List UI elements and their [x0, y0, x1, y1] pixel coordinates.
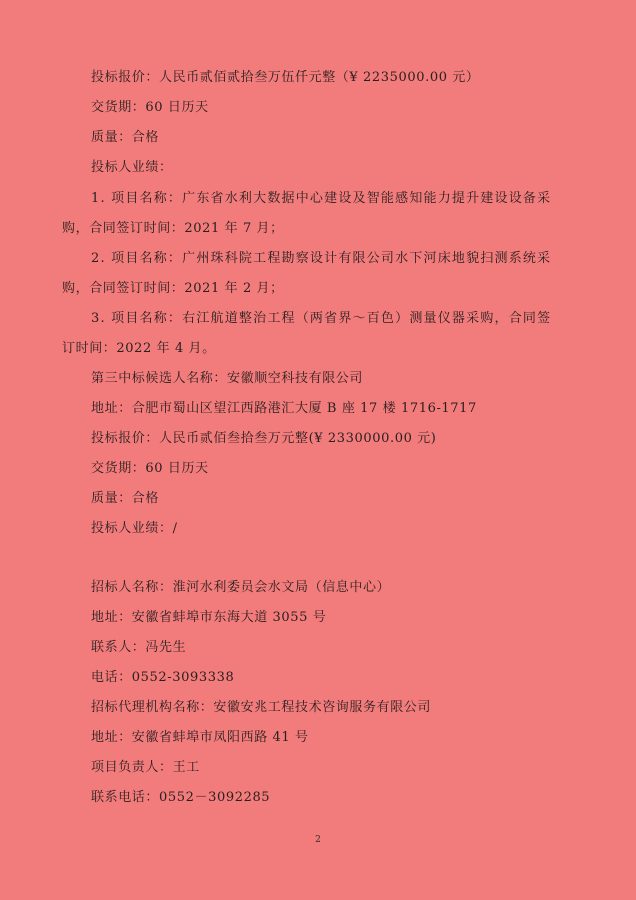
delivery-period-2: 交货期：60 日历天	[91, 461, 209, 476]
third-candidate-name: 第三中标候选人名称：安徽顺空科技有限公司	[91, 371, 364, 386]
bid-price-1: 投标报价：人民币贰佰贰拾叁万伍仟元整（¥ 2235000.00 元）	[91, 70, 480, 85]
agency-address: 地址：安徽省蚌埠市凤阳西路 41 号	[91, 730, 309, 745]
quality-1: 质量：合格	[91, 130, 160, 145]
bidder-performance-2: 投标人业绩：/	[91, 521, 178, 536]
tenderer-phone: 电话：0552-3093338	[91, 670, 235, 685]
performance-item-2: 2. 项目名称：广州珠科院工程勘察设计有限公司水下河床地貌扫测系统采	[91, 251, 552, 266]
tenderer-name: 招标人名称：淮河水利委员会水文局（信息中心）	[91, 580, 391, 595]
performance-item-3: 3. 项目名称：右江航道整治工程（两省界～百色）测量仪器采购，合同签	[91, 311, 552, 326]
page-number: 2	[315, 835, 321, 845]
bid-price-2: 投标报价：人民币贰佰叁拾叁万元整(¥ 2330000.00 元)	[91, 431, 437, 446]
quality-2: 质量：合格	[91, 491, 160, 506]
agency-name: 招标代理机构名称：安徽安兆工程技术咨询服务有限公司	[91, 700, 432, 715]
performance-item-3-cont: 订时间：2022 年 4 月。	[62, 341, 216, 356]
performance-item-1: 1. 项目名称：广东省水利大数据中心建设及智能感知能力提升建设设备采	[91, 191, 552, 206]
tenderer-address: 地址：安徽省蚌埠市东海大道 3055 号	[91, 610, 327, 625]
third-candidate-address: 地址：合肥市蜀山区望江西路港汇大厦 B 座 17 楼 1716-1717	[91, 401, 477, 416]
performance-item-2-cont: 购，合同签订时间：2021 年 2 月；	[62, 281, 284, 296]
performance-item-1-cont: 购，合同签订时间：2021 年 7 月；	[62, 221, 284, 236]
bidder-performance-heading: 投标人业绩：	[91, 160, 173, 175]
tenderer-contact: 联系人：冯先生	[91, 640, 187, 655]
project-manager: 项目负责人：王工	[91, 760, 200, 775]
delivery-period-1: 交货期：60 日历天	[91, 100, 209, 115]
agency-phone: 联系电话：0552－3092285	[91, 790, 271, 805]
